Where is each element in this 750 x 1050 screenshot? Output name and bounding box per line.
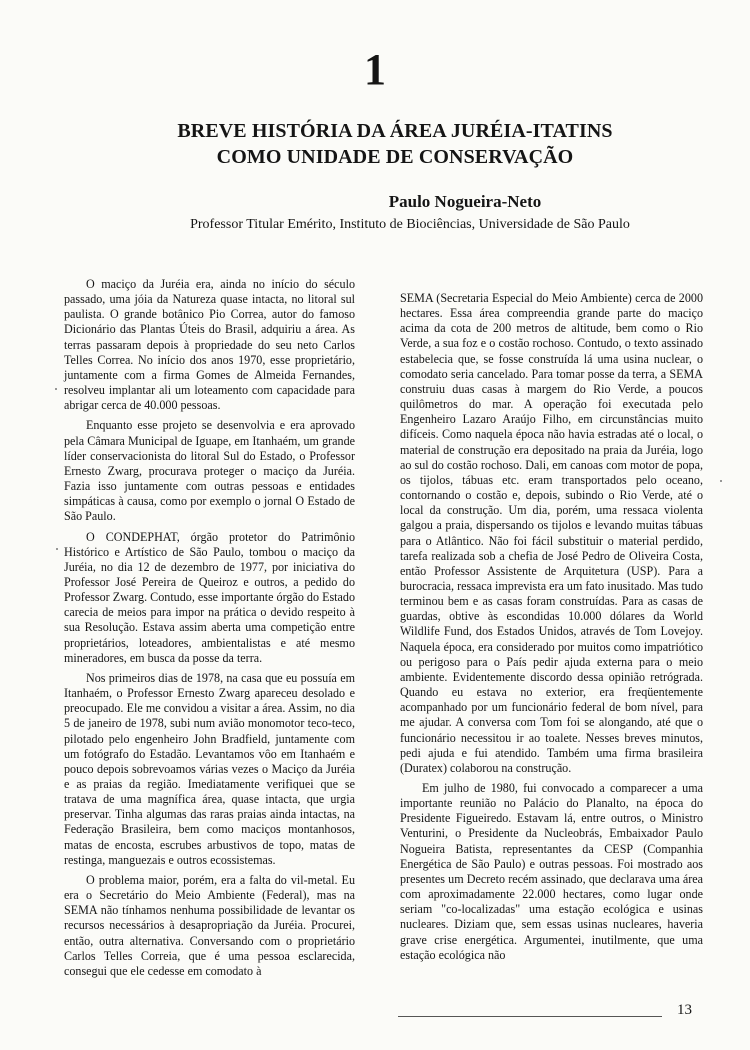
- body-column-right: [400, 291, 703, 963]
- paragraph: O CONDEPHAT, órgão protetor do Patrimônio Histórico e Artístico de São Paulo, tombou o maciço da Juréia, no dia 12 de dezembro de 1977, por iniciativa do Professor José Pereira de Queiroz e outros, a pedido do Professor Zwarg. Contudo, esse importante órgão do Estado carecia de meios para impor na prática o devido respeito à sua Resolução. Estava assim aberta uma competição entre proprietários, loteadores, ambientalistas e até mesmo mineradores, em busca da posse da terra.: [64, 529, 355, 665]
- chapter-title-line-2: COMO UNIDADE DE CONSERVAÇÃO: [216, 146, 574, 168]
- paragraph: Em julho de 1980, fui convocado a comparecer a uma importante reunião no Palácio do Planalto, na época do Presidente Figueiredo. Estavam lá, entre outros, o Ministro Venturini, o Presidente da Nucleobrás, Embaixador Paulo Nogueira Batista, representantes da CESP (Companhia Energética de São Paulo) e outras pessoas. Foi mostrado aos presentes um Decreto recém assinado, que declarava uma área com aproximadamente 22.000 hectares, como lugar onde seriam "co-localizadas" uma estação ecológica e usinas nucleares. Diziam que, sem essas usinas nucleares, haveria grave crise energética. Argumentei, inutilmente, que uma estação ecológica não: [400, 781, 703, 962]
- body-column-left: [64, 277, 355, 979]
- scan-speck: [55, 388, 57, 390]
- paragraph-continued: SEMA (Secretaria Especial do Meio Ambiente) cerca de 2000 hectares. Essa área compreendia grande parte do maciço acima da cota de 200 metros de altitude, bem como o Rio Verde, a sua foz e o costão rochoso. Contudo, o texto assinado estabelecia que, se fosse construída lá uma usina nuclear, o comodato seria cancelado. Para tomar posse da terra, a SEMA construiu duas casas à margem do Rio Verde, a poucos quilômetros do mar. A operação foi executada pelo Engenheiro Lazaro Araújo Filho, em circunstâncias muito difíceis. Como naquela época não havia estradas até o local, o material de construção era depositado na praia da Juréia, logo ao sul do costão rochoso. Dali, em canoas com motor de popa, os tijolos, tábuas etc. eram transportados pelo oceano, contornando o costão e, depois, subindo o Rio Verde, até o local da construção. Um dia, porém, uma ressaca violenta galgou a praia, dispersando os tijolos e levando muitas tábuas para o Atlântico. Não foi fácil substituir o material perdido, tarefa realizada sob a chefia de José Pedro de Oliveira Costa, então Professor Assistente de Arquitetura (USP). Para a burocracia, ressaca imprevista era um fato inusitado. Mas tudo terminou bem e as casas foram construídas. Para as casas de guardas, obtive às escondidas 10.000 dólares da World Wildlife Fund, dos Estados Unidos, através de Tom Lovejoy. Naquela época, era considerado por muitos como impatriótico ou perigoso para o País pedir ajuda externa para o meio ambiente. Evidentemente discordo dessa opinião retrógrada. Quando eu estava no exterior, era freqüentemente acompanhado por um funcionário federal de bom nível, para me ajudar. A conversa com Tom foi se alongando, até que o funcionário necessitou ir ao toalete. Nesses breves minutos, pedi ajuda e fui atendido. Também uma firma brasileira (Duratex) colaborou na construção.: [400, 291, 703, 775]
- chapter-title-line-1: BREVE HISTÓRIA DA ÁREA JURÉIA-ITATINS: [177, 120, 613, 142]
- page-number: 13: [677, 1002, 692, 1018]
- paragraph: Enquanto esse projeto se desenvolvia e era aprovado pela Câmara Municipal de Iguape, em Itanhaém, um grande líder conservacionista do litoral Sul do Estado, o Professor Ernesto Zwarg, procurava proteger o maciço da Juréia. Fazia isso juntamente com outras pessoas e entidades simpáticas à causa, como por exemplo o jornal O Estado de São Paulo.: [64, 418, 355, 524]
- chapter-title: [90, 118, 700, 170]
- chapter-number: 1: [364, 45, 386, 94]
- paragraph: O maciço da Juréia era, ainda no início do século passado, uma jóia da Natureza quase intacta, no litoral sul paulista. O grande botânico Pio Correa, autor do famoso Dicionário das Plantas Úteis do Brasil, adquiriu a área. As terras passaram depois à propriedade do seu neto Carlos Telles Correa. No início dos anos 1970, esse proprietário, juntamente com a firma Gomes de Almeida Fernandes, resolveu implantar ali um loteamento com capacidade para abrigar cerca de 40.000 pessoas.: [64, 277, 355, 413]
- scan-speck: [720, 480, 722, 482]
- author-affiliation: Professor Titular Emérito, Instituto de Biociências, Universidade de São Paulo: [190, 217, 630, 232]
- paragraph: O problema maior, porém, era a falta do vil-metal. Eu era o Secretário do Meio Ambiente (Federal), mas na SEMA não tínhamos nenhuma possibilidade de levantar os recursos necessários à desapropriação da Juréia. Procurei, então, outra alternativa. Conversando com o proprietário Carlos Telles Correia, que é uma pessoa esclarecida, consegui que ele cedesse em comodato à: [64, 872, 355, 978]
- footer-rule: [398, 1016, 662, 1017]
- scan-speck: [56, 548, 58, 550]
- author-name: Paulo Nogueira-Neto: [388, 192, 542, 211]
- paragraph: Nos primeiros dias de 1978, na casa que eu possuía em Itanhaém, o Professor Ernesto Zwarg apareceu desolado e preocupado. Ele me convidou a visitar a área. Assim, no dia 5 de janeiro de 1978, subi num avião monomotor teco-teco, pilotado pelo engenheiro John Bradfield, juntamente com um fotógrafo do Estadão. Levantamos vôo em Itanhaém e pouco depois sobrevoamos várias vezes o Maciço da Juréia e as praias da região. Imediatamente verifiquei que se tratava de uma magnífica área, quase intacta, que urgia preservar. Tinha algumas das raras praias ainda intactas, na Federação Brasileira, bem como maciços montanhosos, matas de encosta, escrubes arbustivos de topo, matas de restinga, manguezais e outros ecossistemas.: [64, 670, 355, 867]
